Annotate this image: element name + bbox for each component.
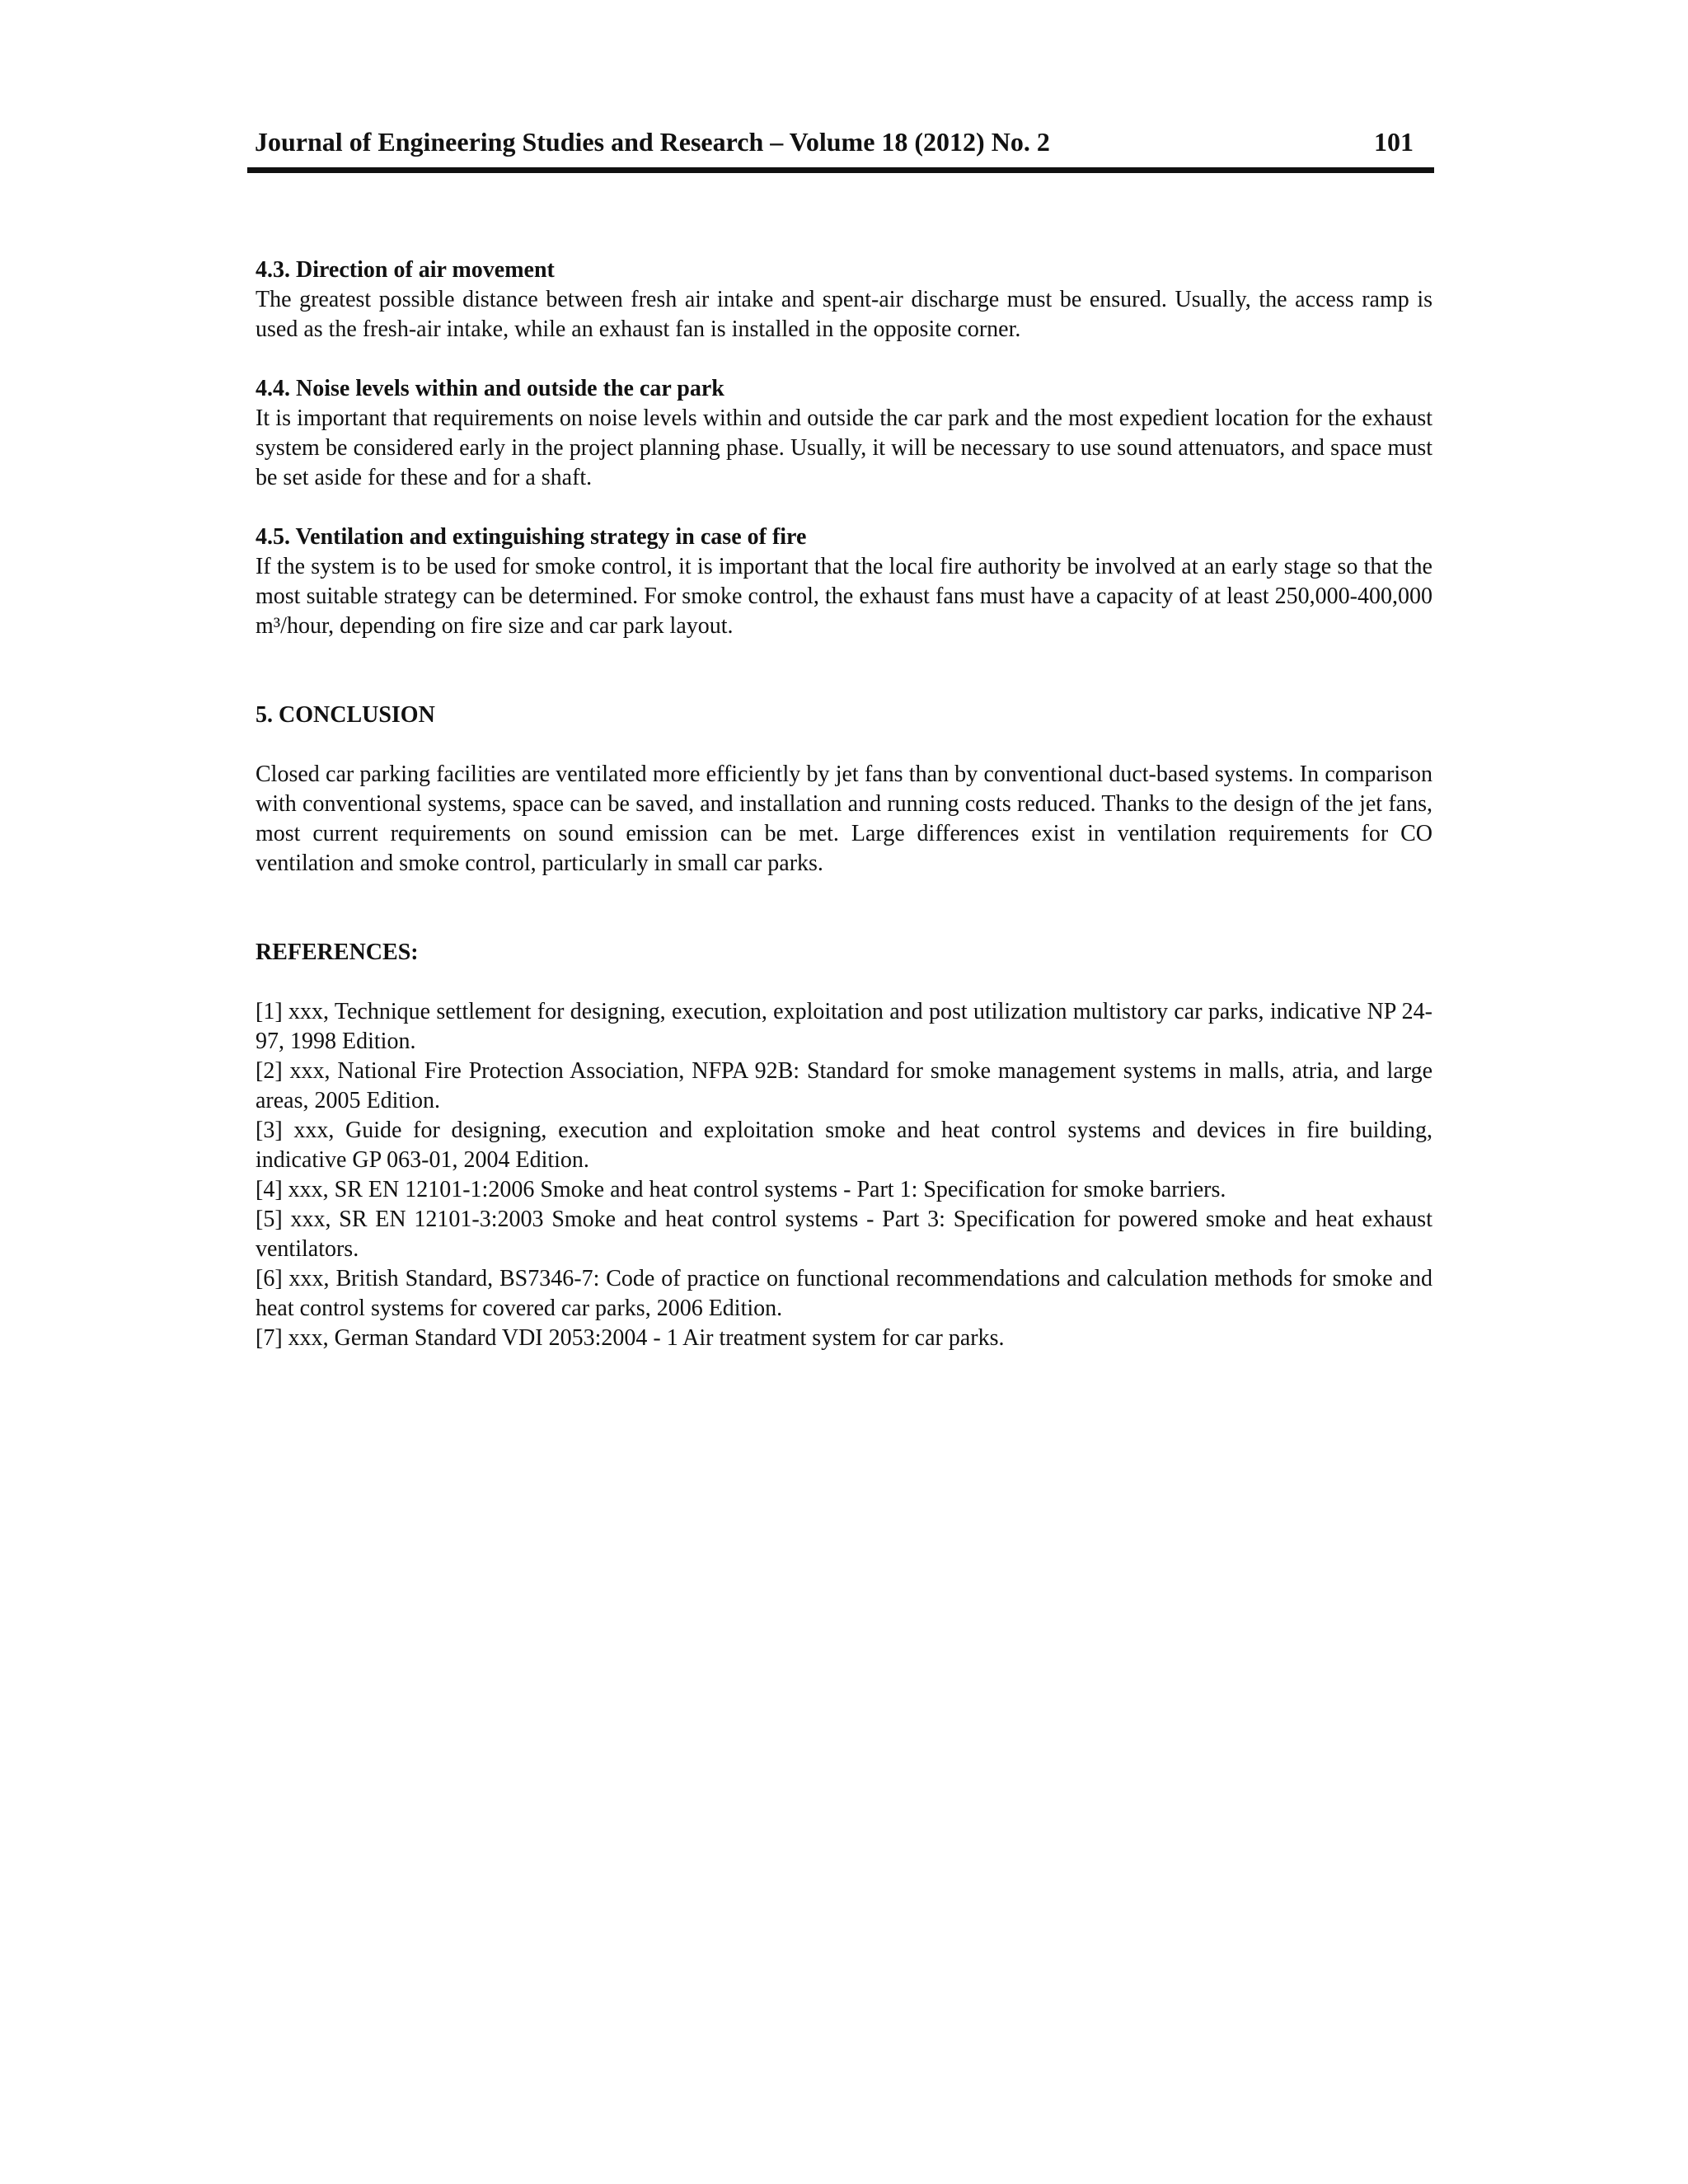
section-paragraph: It is important that requirements on noise levels within and outside the car park and the most expedient location for the exhaust system be considered early in the project planning phase. Usually, it will be necessary to use sound attenuators, and space must be set aside for these and for a shaft. [256,405,1432,490]
journal-title: Journal of Engineering Studies and Research – Volume 18 (2012) No. 2 [255,127,1050,157]
reference-item: [1] xxx, Technique settlement for designing, execution, exploitation and post utilization multistory car parks, indicative NP 24-97, 1998 Edition. [256,999,1432,1054]
section-4-4 [256,374,1432,493]
page-number: 101 [1374,127,1414,157]
reference-item: [5] xxx, SR EN 12101-3:2003 Smoke and heat control systems - Part 3: Specification for powered smoke and heat exhaust ventilators. [256,1207,1432,1262]
page-body [256,255,1432,1353]
section-4-3 [256,255,1432,344]
running-header [253,122,1423,162]
section-4-5 [256,523,1432,641]
reference-item: [7] xxx, German Standard VDI 2053:2004 - 1 Air treatment system for car parks. [256,1325,1005,1351]
section-heading: 4.5. Ventilation and extinguishing strategy in case of fire [256,524,807,550]
section-paragraph: If the system is to be used for smoke control, it is important that the local fire authority be involved at an early stage so that the most suitable strategy can be determined. For smoke control, the exhaust fans must have a capacity of at least 250,000-400,000 m³/hour, depending on fire size and car park layout. [256,554,1432,639]
reference-item: [4] xxx, SR EN 12101-1:2006 Smoke and heat control systems - Part 1: Specification for smoke barriers. [256,1177,1226,1202]
references-heading: REFERENCES: [256,940,419,965]
conclusion-heading: 5. CONCLUSION [256,702,435,728]
section-paragraph: The greatest possible distance between fresh air intake and spent-air discharge must be ensured. Usually, the access ramp is used as the fresh-air intake, while an exhaust fan is installed in the opposite corner. [256,287,1432,342]
section-heading: 4.3. Direction of air movement [256,257,555,283]
header-rule [247,167,1434,173]
references-list [256,997,1432,1353]
reference-item: [2] xxx, National Fire Protection Association, NFPA 92B: Standard for smoke management systems in malls, atria, and large areas, 2005 Edition. [256,1058,1432,1113]
conclusion-paragraph: Closed car parking facilities are ventilated more efficiently by jet fans than by conventional duct-based systems. In comparison with conventional systems, space can be saved, and installation and running costs reduced. Thanks to the design of the jet fans, most current requirements on sound emission can be met. Large differences exist in ventilation requirements for CO ventilation and smoke control, particularly in small car parks. [256,762,1432,876]
reference-item: [6] xxx, British Standard, BS7346-7: Code of practice on functional recommendations and calculation methods for smoke and heat control systems for covered car parks, 2006 Edition. [256,1266,1432,1321]
reference-item: [3] xxx, Guide for designing, execution and exploitation smoke and heat control systems and devices in fire building, indicative GP 063-01, 2004 Edition. [256,1118,1432,1173]
section-heading: 4.4. Noise levels within and outside the car park [256,376,724,401]
